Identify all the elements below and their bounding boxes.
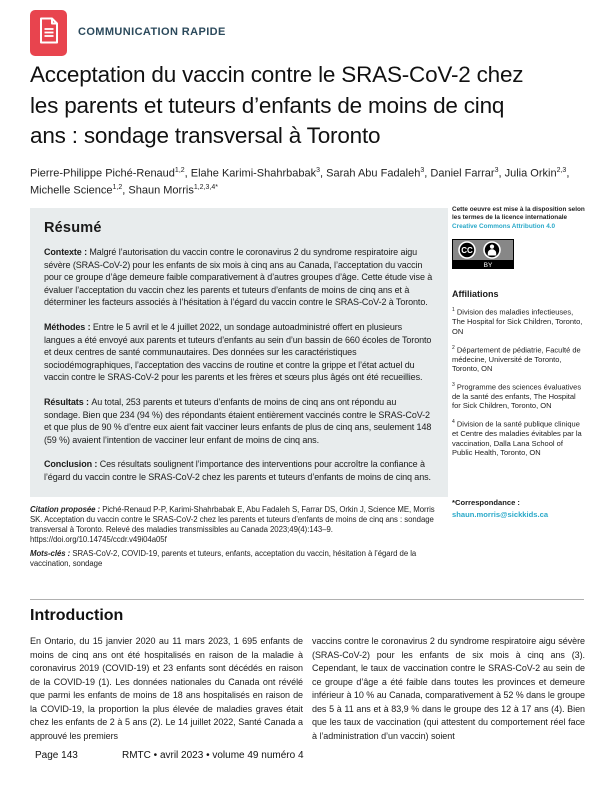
author-name: Elahe Karimi-Shahrbabak [190, 167, 317, 180]
resume-sections [44, 246, 434, 484]
section-divider [30, 599, 584, 600]
author-affiliation-sup: 1,2 [174, 167, 185, 174]
citation-text: Piché-Renaud P-P, Karimi-Shahrbabak E, Abu Fadaleh S, Farrar DS, Orkin J, Science ME, Morris SK. Acceptation du vaccin contre le SRAS-CoV-2 chez les parents et tuteurs d’enfants de moins de cinq ans : sondage transversal à Toronto. Relevé des maladies transmissibles au Canada 2023;49(4):143–9. [30, 504, 435, 535]
affiliations-list [452, 306, 585, 458]
doi-link[interactable]: https://doi.org/10.14745/ccdr.v49i04a05f [30, 535, 167, 545]
affiliation-entry: $^1$ Division des maladies infectieuses, The Hospital for Sick Children, Toronto, ON [452, 307, 583, 336]
introduction-column-right: vaccins contre le coronavirus 2 du syndrome respiratoire aigu sévère (SRAS-CoV-2) pour les enfants de six mois à cinq ans (3). Cependant, le taux de vaccination contre le SRAS-CoV-2 au sein de ce groupe d’âge a été faible dans toutes les provinces et demeure inférieur à 10 % au Canada, comparativement à 52 % dans le groupe des 5 à 11 ans et à 83,9 % dans le groupe des 12 à 17 ans (4). Bien que les taux de vaccination (qui attestent du comportement réel face à l’administration d’un vaccin) soient [312, 636, 585, 741]
license-line-2: les termes de la licence internationale [452, 214, 568, 222]
author-affiliation-sup: 3 [420, 167, 425, 174]
abstract-paragraph: Résultats : Au total, 253 parents et tuteurs d’enfants de moins de cinq ans ont répondu au sondage. Bien que 234 (94 %) des répondants étaient entièrement vaccinés contre le SRAS-CoV-2 et que plus de 90 % d’entre eux aient fait vacciner leurs enfants de plus de cinq ans, seulement 148 (59 %) avaient l’intention de vacciner leur enfant de moins de cinq ans. [44, 396, 432, 445]
title-line-3: ans : sondage transversal à Toronto [30, 123, 381, 148]
affiliation-number: 4 [452, 419, 455, 426]
svg-text:CC: CC [461, 246, 473, 256]
abstract-paragraph: Conclusion : Ces résultats soulignent l’importance des interventions pour accroître la confiance à l’égard du vaccin contre le SRAS-CoV-2 chez les parents et tuteurs d’enfants de moins de cinq ans. [44, 459, 431, 482]
creative-commons-link[interactable]: Creative Commons Attribution 4.0 [452, 222, 556, 230]
rapid-communication-badge [30, 10, 67, 56]
introduction-column-left: En Ontario, du 15 janvier 2020 au 11 mars 2023, 1 695 enfants de moins de cinq ans ont été hospitalisés en raison de la maladie à coronavirus 2019 (COVID-19) et 23 enfants sont décédés en raison de la COVID-19 (1). Les données nationales du Canada ont révélé que parmi les enfants de moins de 18 ans hospitalisés en raison de la COVID-19, la proportion la plus élevée de maladies graves était chez les enfants de 2 à 5 ans (2). Le 14 juillet 2022, Santé Canada a approuvé les premiers [30, 636, 303, 741]
author-affiliation-sup: 3 [494, 167, 499, 174]
keywords-label: Mots-clés : [30, 548, 71, 558]
correspondence-email-link[interactable]: shaun.morris@sickkids.ca [452, 509, 549, 519]
author-name: Pierre-Philippe Piché-Renaud [30, 167, 175, 180]
affiliation-entry: $^3$ Programme des sciences évaluatives de la santé des enfants, The Hospital for Sick Children, Toronto, ON [452, 381, 582, 411]
abstract-section-label: Méthodes : [44, 321, 93, 332]
abstract-heading: Résumé [44, 220, 102, 236]
document-icon [38, 17, 60, 49]
article-category: COMMUNICATION RAPIDE [78, 26, 226, 38]
citation-label: Citation proposée : [30, 504, 101, 514]
author-name: Daniel Farrar [430, 167, 495, 180]
sidebar [452, 206, 585, 519]
abstract-paragraph: Contexte : Malgré l’autorisation du vaccin contre le coronavirus 2 du syndrome respiratoire aigu sévère (SRAS-CoV-2) pour les enfants de six mois à cinq ans au Canada, l’acceptation du vaccin pour ce groupe d’âge demeure faible comparativement à d’autres groupes d’âge. Cette étude vise à évaluer l’acceptation du vaccin chez les parents et tuteurs d’enfants de moins de cinq ans et à déterminer les facteurs associés à l’hésitation à l’égard du vaccin contre le SRAS-CoV-2 à Toronto. [44, 247, 433, 308]
author-name: Sarah Abu Fadaleh [326, 167, 421, 180]
abstract-column [30, 208, 448, 569]
abstract-section-label: Résultats : [44, 396, 92, 407]
license-line-1: Cette oeuvre est mise à la disposition selon [452, 206, 585, 213]
correspondence-label: *Correspondance : [452, 497, 520, 507]
author-name: Julia Orkin [504, 167, 557, 180]
keywords [30, 549, 448, 570]
affiliation-number: 3 [452, 381, 455, 388]
affiliation-entry: $^2$ Département de pédiatrie, Faculté de médecine, Université de Toronto, Toronto, ON [452, 344, 581, 374]
page-number: Page 143 [35, 750, 78, 761]
author-name: Shaun Morris [128, 184, 194, 197]
author-affiliation-sup: 1,2,3,4* [193, 184, 218, 192]
title-line-2: les parents et tuteurs d’enfants de moins de cinq [30, 92, 505, 118]
affiliations-heading: Affiliations [452, 289, 499, 300]
abstract-section-label: Contexte : [44, 247, 90, 257]
affiliation-entry: $^4$ Division de la santé publique clinique et Centre des maladies évitables par la vaccination, Dalla Lana School of Public Health, Toronto, ON [452, 419, 582, 458]
introduction-heading: Introduction [30, 607, 124, 624]
suggested-citation [30, 505, 448, 546]
abstract-section-label: Conclusion : [44, 459, 100, 470]
cc-by-label: BY [483, 262, 493, 270]
author-affiliation-sup: 1,2 [112, 184, 123, 192]
keywords-text: SRAS-CoV-2, COVID-19, parents et tuteurs, enfants, acceptation du vaccin, hésitation à l’égard de la vaccination, sondage [30, 548, 417, 568]
attribution-person-icon [484, 242, 500, 258]
affiliation-number: 1 [452, 307, 455, 314]
authors-line: Pierre-Philippe Piché-Renaud$^{1,2}$, Elahe Karimi-Shahrbabak$^3$, Sarah Abu Fadaleh$^3$, Daniel Farrar$^3$, Julia Orkin$^{2,3}$, Michelle Science$^{1,2}$, Shaun Morris$^{1,2,3,4*}$ [30, 167, 570, 197]
cc-by-badge[interactable] [452, 239, 585, 274]
cc-icon [459, 242, 475, 258]
abstract-box [30, 208, 448, 497]
author-affiliation-sup: 3 [316, 167, 321, 174]
abstract-paragraph: Méthodes : Entre le 5 avril et le 4 juillet 2022, un sondage autoadministré offert en plusieurs langues a été envoyé aux parents et tuteurs d’enfants au sein d’un bassin de 660 écoles de Toronto et deux centres de santé communautaires. Des données sur les caractéristiques sociodémographiques, l’acceptation des vaccins de routine et contre la grippe et l’état actuel du vaccin contre le SRAS-CoV-2 pour les parents et les frères et sœurs plus âgés ont été recueillies. [44, 321, 432, 383]
author-name: Michelle Science [30, 184, 113, 197]
article-title [30, 60, 586, 152]
affiliation-number: 2 [452, 344, 455, 351]
journal-footer: RMTC • avril 2023 • volume 49 numéro 4 [122, 750, 304, 761]
title-line-1: Acceptation du vaccin contre le SRAS-CoV-2 chez [30, 62, 524, 87]
author-affiliation-sup: 2,3 [556, 167, 567, 174]
